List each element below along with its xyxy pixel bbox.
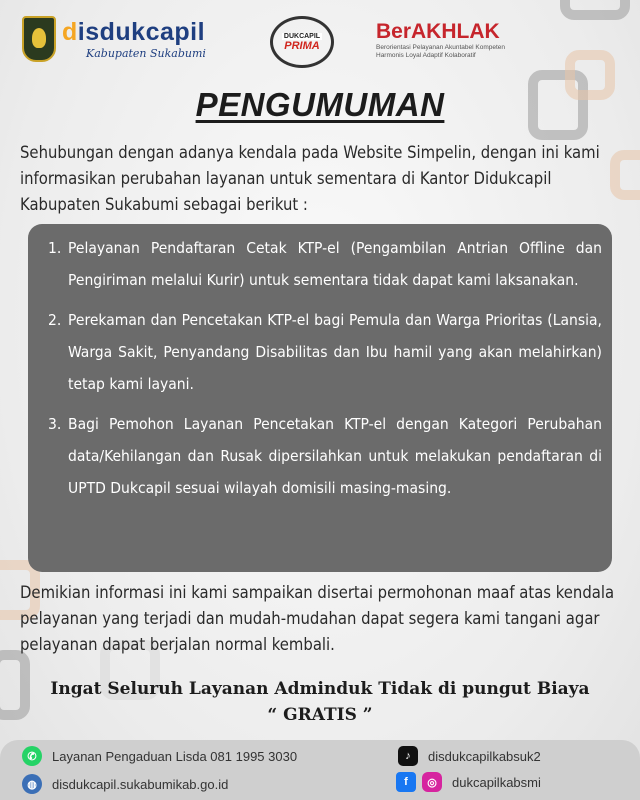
brand-name bbox=[62, 18, 206, 47]
footer bbox=[0, 740, 640, 800]
list-item bbox=[48, 232, 602, 296]
prima-top: DUKCAPIL bbox=[283, 32, 321, 40]
item-text: Perekaman dan Pencetakan KTP-el bagi Pemula dan Warga Prioritas (Lansia, Warga Sakit, Penyandang Disabilitas dan Ibu hamil yang akan melahirkan) tetap kami layani. bbox=[68, 311, 602, 393]
tiktok-text: disdukcapilkabsuk2 bbox=[428, 748, 541, 764]
berakhlak-logo bbox=[376, 20, 526, 60]
brand-subtitle: Kabupaten Sukabumi bbox=[86, 47, 206, 60]
akhlak-sub-1: Berorientasi Pelayanan Akuntabel Kompeten bbox=[376, 44, 506, 51]
whatsapp-icon: ✆ bbox=[22, 746, 42, 766]
page-title: PENGUMUMAN bbox=[195, 86, 445, 123]
intro-paragraph: Sehubungan dengan adanya kendala pada Website Simpelin, dengan ini kami informasikan perubahan layanan untuk sementara di Kantor Didukcapil Kabupaten Sukabumi sebagai berikut : bbox=[20, 143, 600, 214]
gratis-line: “ GRATIS ” bbox=[267, 705, 373, 725]
website-link[interactable] bbox=[22, 774, 228, 794]
sukabumi-crest-logo bbox=[22, 16, 56, 62]
whatsapp-text: Layanan Pengaduan Lisda 081 1995 3030 bbox=[52, 748, 298, 764]
list-item bbox=[48, 408, 602, 504]
item-number: 1. bbox=[48, 239, 62, 257]
dukcapil-prima-logo bbox=[270, 16, 334, 68]
item-text: Pelayanan Pendaftaran Cetak KTP-el (Pengambilan Antrian Offline dan Pengiriman melalui Kurir) untuk sementara tidak dapat kami laksanakan. bbox=[68, 239, 602, 289]
item-number: 2. bbox=[48, 311, 62, 329]
item-number: 3. bbox=[48, 415, 62, 433]
tiktok-icon: ♪ bbox=[398, 746, 418, 766]
akhlak-name: BerAKHLAK bbox=[376, 20, 500, 43]
prima-bottom: PRIMA bbox=[284, 39, 320, 52]
instagram-icon: ◎ bbox=[422, 772, 442, 792]
closing-paragraph: Demikian informasi ini kami sampaikan disertai permohonan maaf atas kendala pelayanan yang terjadi dan mudah-mudahan dapat segera kami tangani agar pelayanan dapat berjalan normal kembali. bbox=[20, 583, 615, 654]
brand-prefix: d bbox=[62, 18, 78, 46]
brand-name-rest: isdukcapil bbox=[77, 18, 206, 46]
facebook-icon: f bbox=[396, 772, 416, 792]
reminder-line: Ingat Seluruh Layanan Adminduk Tidak di pungut Biaya bbox=[50, 679, 590, 699]
announcement-list bbox=[28, 224, 612, 572]
whatsapp-contact[interactable] bbox=[22, 746, 297, 766]
social-text: dukcapilkabsmi bbox=[452, 774, 541, 790]
item-text: Bagi Pemohon Layanan Pencetakan KTP-el dengan Kategori Perubahan data/Kehilangan dan Rusak dipersilahkan untuk melakukan pendaftaran di UPTD Dukcapil sesuai wilayah domisili masing-masing. bbox=[68, 415, 602, 497]
list-item bbox=[48, 304, 602, 400]
globe-icon: ◍ bbox=[22, 774, 42, 794]
social-links[interactable] bbox=[396, 772, 541, 792]
website-text: disdukcapil.sukabumikab.go.id bbox=[52, 776, 229, 792]
reminder bbox=[0, 676, 640, 728]
tiktok-link[interactable] bbox=[398, 746, 541, 766]
disdukcapil-logo bbox=[62, 18, 206, 60]
logo-bar bbox=[0, 12, 640, 72]
akhlak-sub-2: Harmonis Loyal Adaptif Kolaboratif bbox=[376, 52, 476, 59]
